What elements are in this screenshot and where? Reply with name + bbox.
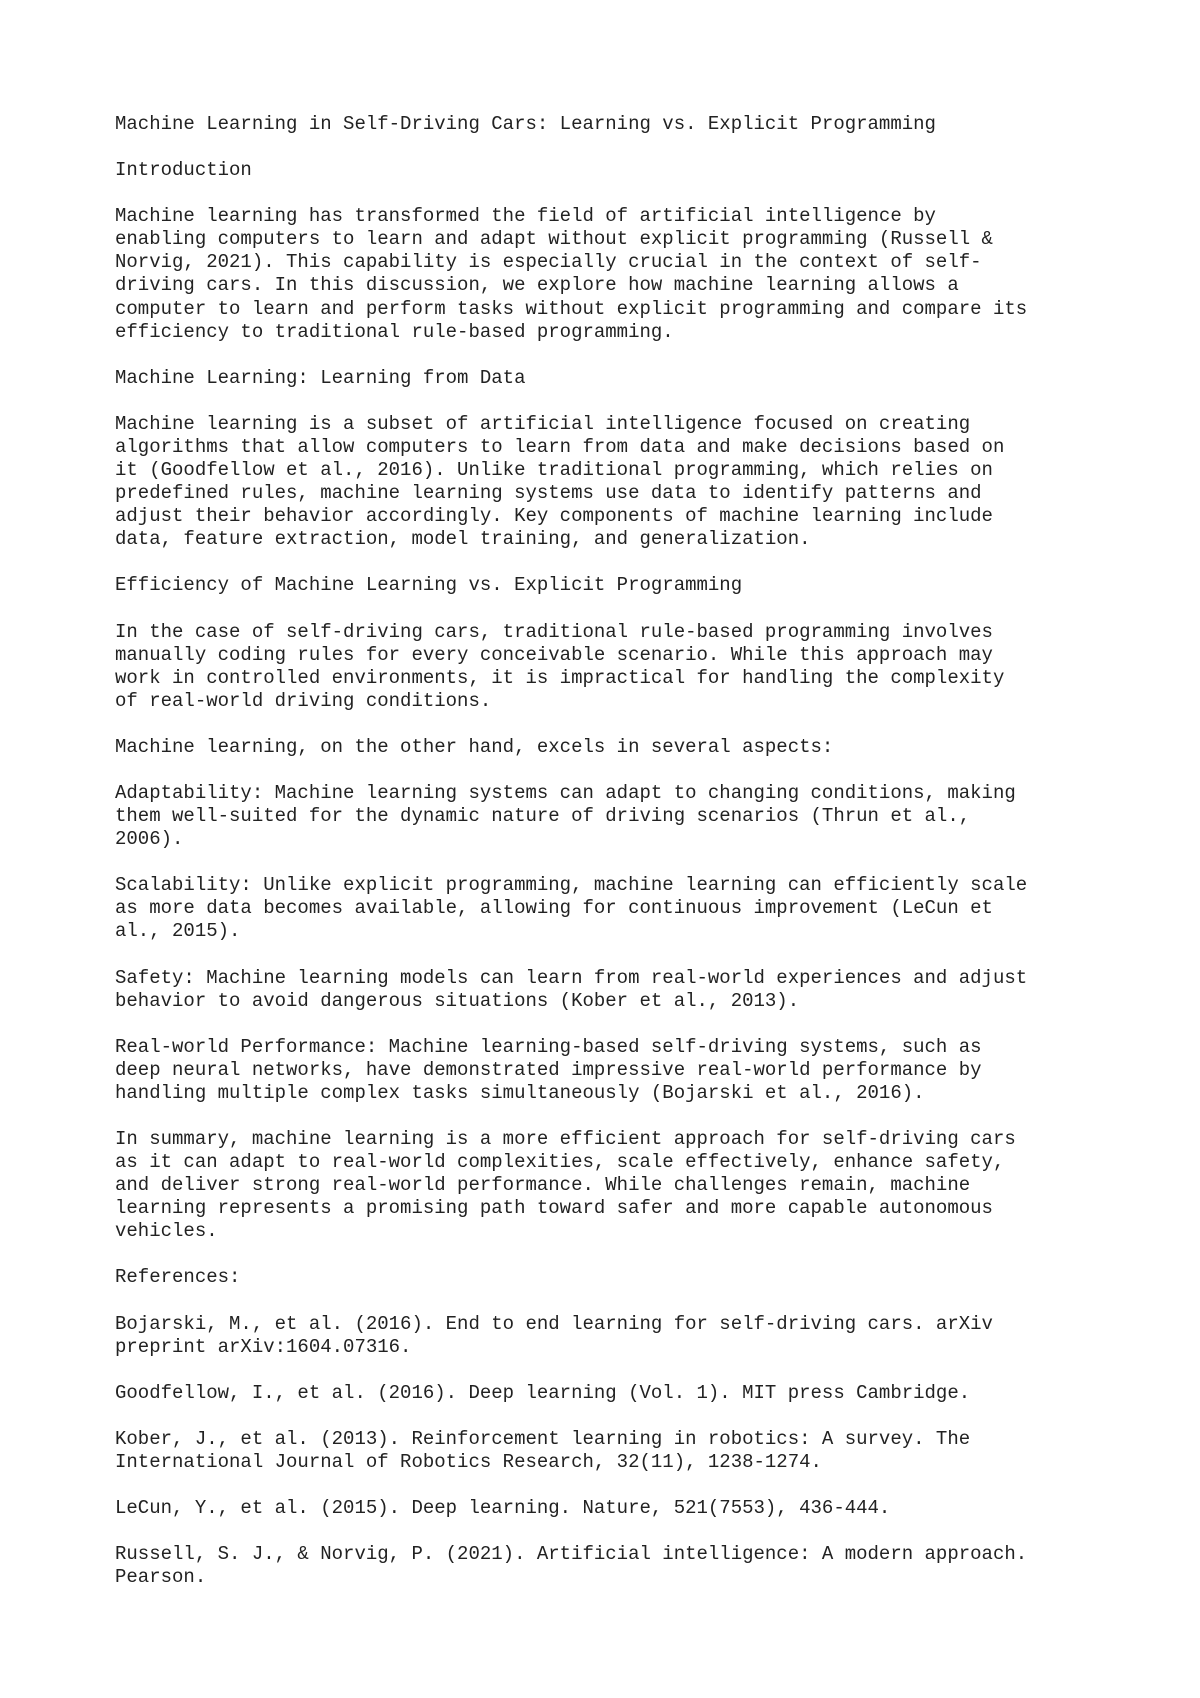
text-line: behavior to avoid dangerous situations (Kober et al., 2013).	[115, 989, 800, 1012]
text-line: predefined rules, machine learning systems use data to identify patterns and	[115, 482, 982, 505]
text-line: Bojarski, M., et al. (2016). End to end learning for self-driving cars. arXiv	[115, 1312, 993, 1335]
paragraph-rule-based	[115, 621, 1115, 713]
reference-kober	[115, 1428, 1115, 1474]
text-line: computer to learn and perform tasks without explicit programming and compare its	[115, 297, 1028, 320]
text-line: it (Goodfellow et al., 2016). Unlike traditional programming, which relies on	[115, 459, 993, 482]
reference-bojarski	[115, 1313, 1115, 1359]
text-line: Kober, J., et al. (2013). Reinforcement learning in robotics: A survey. The	[115, 1427, 971, 1450]
text-line: Efficiency of Machine Learning vs. Explicit Programming	[115, 574, 743, 597]
text-line: work in controlled environments, it is impractical for handling the complexity	[115, 666, 1005, 689]
paragraph-aspects-intro	[115, 736, 1115, 759]
text-line: In the case of self-driving cars, traditional rule-based programming involves	[115, 620, 993, 643]
section-heading-introduction	[115, 159, 1115, 182]
text-line: manually coding rules for every conceivable scenario. While this approach may	[115, 643, 993, 666]
paragraph-summary	[115, 1128, 1115, 1243]
reference-russell	[115, 1543, 1115, 1589]
text-line: learning represents a promising path toward safer and more capable autonomous	[115, 1197, 993, 1220]
text-line: al., 2015).	[115, 920, 241, 943]
text-line: Machine Learning in Self-Driving Cars: Learning vs. Explicit Programming	[115, 113, 936, 135]
paragraph-scalability	[115, 874, 1115, 943]
text-line: International Journal of Robotics Research, 32(11), 1238-1274.	[115, 1450, 822, 1473]
reference-lecun	[115, 1497, 1115, 1520]
references-heading	[115, 1266, 1115, 1289]
text-line: enabling computers to learn and adapt without explicit programming (Russell &	[115, 228, 993, 251]
text-line: Russell, S. J., & Norvig, P. (2021). Artificial intelligence: A modern approach.	[115, 1543, 1028, 1566]
text-line: Real-world Performance: Machine learning-based self-driving systems, such as	[115, 1035, 982, 1058]
text-line: preprint arXiv:1604.07316.	[115, 1335, 412, 1358]
text-line: Pearson.	[115, 1566, 207, 1589]
paragraph-real-world-performance	[115, 1036, 1115, 1105]
text-line: handling multiple complex tasks simultaneously (Bojarski et al., 2016).	[115, 1081, 925, 1104]
text-line: vehicles.	[115, 1220, 218, 1243]
text-line: Introduction	[115, 159, 252, 182]
text-line: as it can adapt to real-world complexities, scale effectively, enhance safety,	[115, 1151, 1005, 1174]
text-line: Machine learning has transformed the field of artificial intelligence by	[115, 205, 936, 228]
text-line: In summary, machine learning is a more efficient approach for self-driving cars	[115, 1128, 1016, 1150]
reference-goodfellow	[115, 1382, 1115, 1405]
text-line: Scalability: Unlike explicit programming, machine learning can efficiently scale	[115, 874, 1028, 897]
text-line: Machine Learning: Learning from Data	[115, 366, 526, 389]
paragraph-adaptability	[115, 782, 1115, 851]
text-line: data, feature extraction, model training, and generalization.	[115, 528, 811, 551]
text-line: of real-world driving conditions.	[115, 689, 492, 712]
paragraph-safety	[115, 967, 1115, 1013]
text-line: References:	[115, 1266, 241, 1289]
text-line: 2006).	[115, 828, 184, 851]
text-line: Norvig, 2021). This capability is especially crucial in the context of self-	[115, 251, 982, 274]
text-line: and deliver strong real-world performance. While challenges remain, machine	[115, 1174, 971, 1197]
text-line: driving cars. In this discussion, we explore how machine learning allows a	[115, 274, 959, 297]
text-line: them well-suited for the dynamic nature of driving scenarios (Thrun et al.,	[115, 805, 971, 828]
text-line: Machine learning is a subset of artificial intelligence focused on creating	[115, 412, 971, 435]
text-line: Machine learning, on the other hand, excels in several aspects:	[115, 735, 834, 758]
text-line: Adaptability: Machine learning systems can adapt to changing conditions, making	[115, 781, 1016, 804]
document-title	[115, 113, 1115, 136]
section-heading-learning-from-data	[115, 367, 1115, 390]
section-heading-efficiency	[115, 574, 1115, 597]
document-page	[115, 113, 1115, 1612]
text-line: Safety: Machine learning models can learn from real-world experiences and adjust	[115, 966, 1028, 989]
text-line: as more data becomes available, allowing for continuous improvement (LeCun et	[115, 897, 993, 920]
paragraph-introduction	[115, 205, 1115, 344]
text-line: efficiency to traditional rule-based programming.	[115, 320, 674, 343]
paragraph-learning-from-data	[115, 413, 1115, 552]
text-line: algorithms that allow computers to learn from data and make decisions based on	[115, 435, 1005, 458]
text-line: deep neural networks, have demonstrated impressive real-world performance by	[115, 1058, 982, 1081]
text-line: LeCun, Y., et al. (2015). Deep learning. Nature, 521(7553), 436-444.	[115, 1497, 891, 1520]
text-line: adjust their behavior accordingly. Key components of machine learning include	[115, 505, 993, 528]
text-line: Goodfellow, I., et al. (2016). Deep learning (Vol. 1). MIT press Cambridge.	[115, 1381, 971, 1404]
